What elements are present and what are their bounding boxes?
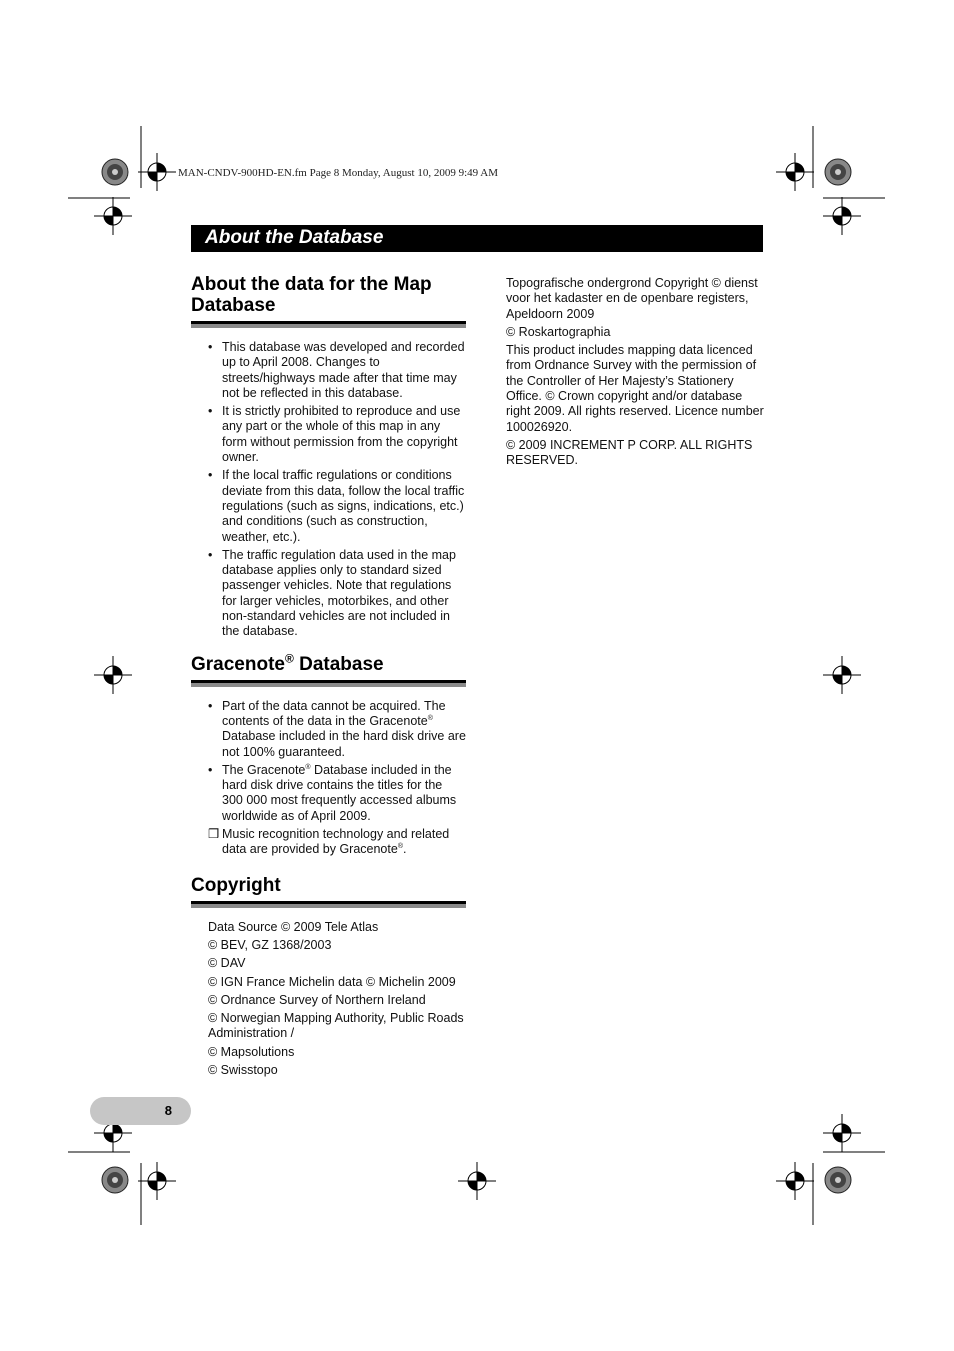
star-target-icon <box>102 159 128 185</box>
page-number-tab <box>90 1097 191 1125</box>
section-rule <box>191 680 466 687</box>
list-item: • The Gracenote® Database included in the hard disk drive contains the titles for the 300 000 most frequently accessed albums worldwide as of April 2009. <box>208 762 457 823</box>
copyright-line: © IGN France Michelin data © Michelin 2009 <box>208 974 456 989</box>
registration-mark-icon <box>776 1162 814 1200</box>
registration-mark-icon <box>94 197 132 235</box>
section-heading-gracenote: Gracenote® Database <box>191 651 384 675</box>
list-item: • The traffic regulation data used in the map database applies only to standard sized passenger vehicles. Note that regulations for larger vehicles, motorbikes, and other non-standard vehicles are not included in the database. <box>208 547 456 639</box>
registration-mark-icon <box>823 197 861 235</box>
gracenote-note <box>191 827 466 858</box>
copyright-paragraph: © Roskartographia <box>506 324 611 339</box>
registration-mark-icon <box>776 153 814 191</box>
copyright-line: © DAV <box>208 956 246 971</box>
copyright-paragraph: This product includes mapping data licenced from Ordnance Survey with the permission of the Controller of Her Majesty’s Stationery Office. © Crown copyright and/or database right 2009. All rights reserved. Licence number 100026920. <box>506 343 764 434</box>
chapter-title: About the Database <box>205 227 384 248</box>
star-target-icon <box>102 1167 128 1193</box>
map-data-list <box>191 340 466 640</box>
section-rule <box>191 321 466 328</box>
section-rule <box>191 901 466 908</box>
print-header: MAN-CNDV-900HD-EN.fm Page 8 Monday, August 10, 2009 9:49 AM <box>178 167 499 179</box>
note-item: ❒ Music recognition technology and related data are provided by Gracenote®. <box>208 827 450 857</box>
registration-mark-icon <box>823 1114 861 1152</box>
gracenote-list <box>191 699 466 824</box>
list-item: • Part of the data cannot be acquired. The contents of the data in the Gracenote® Database included in the hard disk drive are not 100% guaranteed. <box>208 698 466 759</box>
copyright-line: Data Source © 2009 Tele Atlas <box>208 919 379 934</box>
section-heading-map-data: About the data for the Map Database <box>191 274 432 316</box>
list-item: • It is strictly prohibited to reproduce and use any part or the whole of this map in any form without permission from the copyright owner. <box>208 404 461 465</box>
registration-mark-icon <box>94 656 132 694</box>
copyright-line: © Mapsolutions <box>208 1044 295 1059</box>
registration-mark-icon <box>458 1162 496 1200</box>
star-target-icon <box>825 1167 851 1193</box>
chapter-title-bar <box>191 225 763 252</box>
copyright-lines <box>191 920 466 1079</box>
copyright-line: © Swisstopo <box>208 1062 278 1077</box>
registration-mark-icon <box>823 656 861 694</box>
copyright-paragraph: © 2009 INCREMENT P CORP. ALL RIGHTS RESERVED. <box>506 437 753 468</box>
copyright-line: © Norwegian Mapping Authority, Public Roads Administration / <box>208 1011 464 1041</box>
right-column <box>506 276 764 472</box>
left-column <box>191 274 466 1081</box>
list-item: • This database was developed and recorded up to April 2008. Changes to streets/highways made after that time may not be reflected in this database. <box>208 340 465 400</box>
star-target-icon <box>825 159 851 185</box>
registration-mark-icon <box>138 153 176 191</box>
registration-mark-icon <box>138 1162 176 1200</box>
copyright-paragraph: Topografische ondergrond Copyright © dienst voor het kadaster en de openbare registers, Apeldoorn 2009 <box>506 276 758 321</box>
copyright-line: © BEV, GZ 1368/2003 <box>208 937 332 952</box>
list-item: • If the local traffic regulations or conditions deviate from this data, follow the local traffic regulations (such as signs, indications, etc.) and conditions (such as construction, weather, etc.). <box>208 468 465 544</box>
page-number: 8 <box>164 1103 172 1118</box>
section-heading-copyright: Copyright <box>191 874 281 896</box>
copyright-line: © Ordnance Survey of Northern Ireland <box>208 992 426 1007</box>
